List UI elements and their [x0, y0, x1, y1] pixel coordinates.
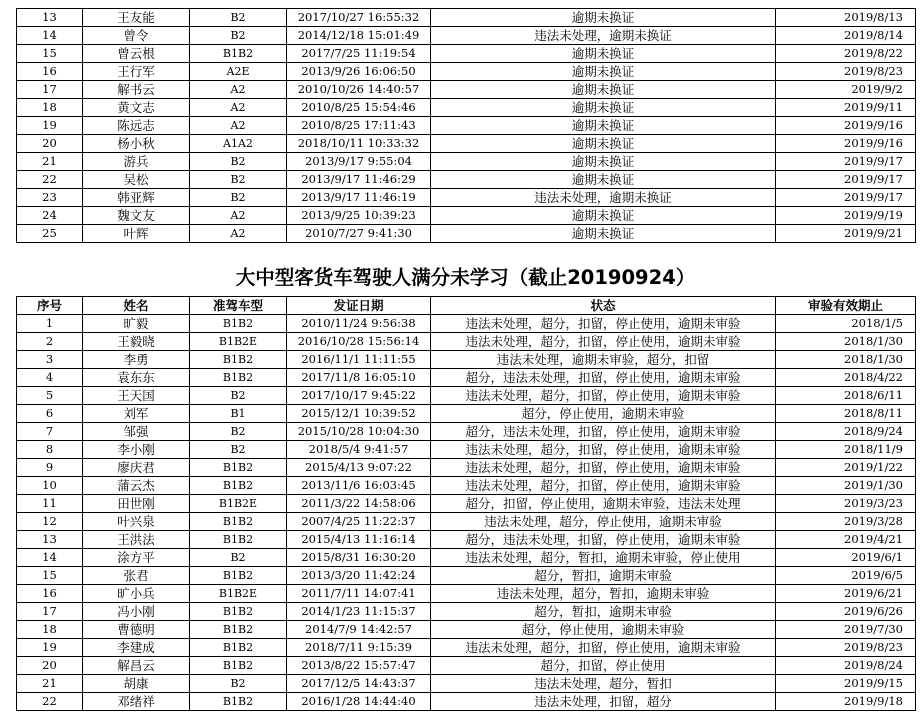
driver-name-cell: 吴松 [83, 171, 190, 189]
status-cell: 逾期未换证 [431, 45, 776, 63]
status-cell: 违法未处理，超分，扣留，停止使用，逾期未审验 [431, 333, 776, 351]
status-cell: 逾期未换证 [431, 117, 776, 135]
table-row [17, 333, 916, 351]
expiry-date-cell: 2019/8/14 [776, 27, 916, 45]
issue-date-cell: 2013/9/17 11:46:29 [287, 171, 431, 189]
status-cell: 违法未处理，超分，停止使用，逾期未审验 [431, 513, 776, 531]
license-type-cell: B1B2E [190, 333, 287, 351]
expiry-date-cell: 2018/4/22 [776, 369, 916, 387]
header-no: 序号 [17, 297, 83, 315]
expiry-date-cell: 2019/7/30 [776, 621, 916, 639]
table-row [17, 441, 916, 459]
status-cell: 超分，扣留，停止使用，逾期未审验，违法未处理 [431, 495, 776, 513]
issue-date-cell: 2010/8/25 17:11:43 [287, 117, 431, 135]
expiry-date-cell: 2019/6/5 [776, 567, 916, 585]
status-cell: 逾期未换证 [431, 153, 776, 171]
table-row [17, 117, 916, 135]
table-row [17, 513, 916, 531]
issue-date-cell: 2017/11/8 16:05:10 [287, 369, 431, 387]
issue-date-cell: 2014/7/9 14:42:57 [287, 621, 431, 639]
table-row [17, 171, 916, 189]
table-row [17, 477, 916, 495]
license-type-cell: B1B2 [190, 621, 287, 639]
expired-license-table [16, 8, 916, 243]
row-number-cell: 17 [17, 603, 83, 621]
table-row [17, 459, 916, 477]
expiry-date-cell: 2019/6/26 [776, 603, 916, 621]
row-number-cell: 22 [17, 171, 83, 189]
driver-name-cell: 田世刚 [83, 495, 190, 513]
header-status: 状态 [431, 297, 776, 315]
row-number-cell: 14 [17, 27, 83, 45]
expiry-date-cell: 2019/4/21 [776, 531, 916, 549]
issue-date-cell: 2010/8/25 15:54:46 [287, 99, 431, 117]
table-row [17, 27, 916, 45]
license-type-cell: A2 [190, 99, 287, 117]
status-cell: 违法未处理，逾期未审验，超分，扣留 [431, 351, 776, 369]
expiry-date-cell: 2019/9/21 [776, 225, 916, 243]
expiry-date-cell: 2019/9/15 [776, 675, 916, 693]
issue-date-cell: 2018/7/11 9:15:39 [287, 639, 431, 657]
expiry-date-cell: 2018/8/11 [776, 405, 916, 423]
status-cell: 违法未处理，超分，扣留，停止使用，逾期未审验 [431, 459, 776, 477]
row-number-cell: 2 [17, 333, 83, 351]
row-number-cell: 15 [17, 45, 83, 63]
driver-name-cell: 叶兴泉 [83, 513, 190, 531]
table-row [17, 45, 916, 63]
row-number-cell: 9 [17, 459, 83, 477]
issue-date-cell: 2013/9/17 11:46:19 [287, 189, 431, 207]
status-cell: 违法未处理，超分，暂扣，逾期未审验，停止使用 [431, 549, 776, 567]
table-row [17, 405, 916, 423]
issue-date-cell: 2011/7/11 14:07:41 [287, 585, 431, 603]
status-cell: 超分，停止使用，逾期未审验 [431, 621, 776, 639]
issue-date-cell: 2017/12/5 14:43:37 [287, 675, 431, 693]
status-cell: 逾期未换证 [431, 81, 776, 99]
status-cell: 违法未处理，超分，扣留，停止使用，逾期未审验 [431, 639, 776, 657]
row-number-cell: 4 [17, 369, 83, 387]
driver-name-cell: 邹强 [83, 423, 190, 441]
issue-date-cell: 2017/10/27 16:55:32 [287, 9, 431, 27]
issue-date-cell: 2017/10/17 9:45:22 [287, 387, 431, 405]
driver-name-cell: 解昌云 [83, 657, 190, 675]
header-license-type: 准驾车型 [190, 297, 287, 315]
issue-date-cell: 2010/10/26 14:40:57 [287, 81, 431, 99]
status-cell: 逾期未换证 [431, 171, 776, 189]
section-title: 大中型客货车驾驶人满分未学习（截止20190924） [235, 266, 696, 289]
status-cell: 超分，违法未处理，扣留，停止使用，逾期未审验 [431, 423, 776, 441]
driver-name-cell: 涂方平 [83, 549, 190, 567]
status-cell: 逾期未换证 [431, 9, 776, 27]
table-row [17, 495, 916, 513]
status-cell: 逾期未换证 [431, 99, 776, 117]
driver-name-cell: 张君 [83, 567, 190, 585]
table-row [17, 657, 916, 675]
driver-name-cell: 蒲云杰 [83, 477, 190, 495]
issue-date-cell: 2007/4/25 11:22:37 [287, 513, 431, 531]
driver-name-cell: 王友能 [83, 9, 190, 27]
table-row [17, 585, 916, 603]
driver-name-cell: 韩亚辉 [83, 189, 190, 207]
expiry-date-cell: 2019/8/24 [776, 657, 916, 675]
row-number-cell: 11 [17, 495, 83, 513]
status-cell: 逾期未换证 [431, 135, 776, 153]
issue-date-cell: 2014/12/18 15:01:49 [287, 27, 431, 45]
header-issue-date: 发证日期 [287, 297, 431, 315]
driver-name-cell: 李建成 [83, 639, 190, 657]
expiry-date-cell: 2019/9/2 [776, 81, 916, 99]
row-number-cell: 5 [17, 387, 83, 405]
issue-date-cell: 2016/11/1 11:11:55 [287, 351, 431, 369]
license-type-cell: A2 [190, 207, 287, 225]
status-cell: 超分，暂扣，逾期未审验 [431, 567, 776, 585]
table-row [17, 639, 916, 657]
status-cell: 违法未处理，逾期未换证 [431, 189, 776, 207]
expiry-date-cell: 2018/1/30 [776, 333, 916, 351]
row-number-cell: 19 [17, 117, 83, 135]
driver-name-cell: 刘军 [83, 405, 190, 423]
full-points-table-body [17, 315, 916, 711]
status-cell: 超分，违法未处理，扣留，停止使用，逾期未审验 [431, 531, 776, 549]
driver-name-cell: 旷毅 [83, 315, 190, 333]
expiry-date-cell: 2019/8/23 [776, 63, 916, 81]
driver-name-cell: 解书云 [83, 81, 190, 99]
expiry-date-cell: 2019/8/23 [776, 639, 916, 657]
row-number-cell: 21 [17, 153, 83, 171]
driver-name-cell: 曾令 [83, 27, 190, 45]
expiry-date-cell: 2019/9/16 [776, 117, 916, 135]
license-type-cell: A2 [190, 225, 287, 243]
driver-name-cell: 袁东东 [83, 369, 190, 387]
row-number-cell: 1 [17, 315, 83, 333]
row-number-cell: 10 [17, 477, 83, 495]
driver-name-cell: 胡康 [83, 675, 190, 693]
expiry-date-cell: 2019/3/23 [776, 495, 916, 513]
expiry-date-cell: 2019/9/17 [776, 189, 916, 207]
driver-name-cell: 邓绪祥 [83, 693, 190, 711]
row-number-cell: 21 [17, 675, 83, 693]
status-cell: 违法未处理，超分，扣留，停止使用，逾期未审验 [431, 387, 776, 405]
issue-date-cell: 2018/10/11 10:33:32 [287, 135, 431, 153]
license-type-cell: B1B2 [190, 513, 287, 531]
issue-date-cell: 2013/11/6 16:03:45 [287, 477, 431, 495]
driver-name-cell: 曾云根 [83, 45, 190, 63]
license-type-cell: B1B2 [190, 351, 287, 369]
license-type-cell: B1B2 [190, 477, 287, 495]
issue-date-cell: 2013/8/22 15:57:47 [287, 657, 431, 675]
license-type-cell: B1B2 [190, 315, 287, 333]
license-type-cell: B2 [190, 549, 287, 567]
table-row [17, 693, 916, 711]
issue-date-cell: 2017/7/25 11:19:54 [287, 45, 431, 63]
driver-name-cell: 杨小秋 [83, 135, 190, 153]
license-type-cell: B1 [190, 405, 287, 423]
table-row [17, 531, 916, 549]
license-type-cell: B1B2 [190, 45, 287, 63]
issue-date-cell: 2013/9/25 10:39:23 [287, 207, 431, 225]
table-row [17, 351, 916, 369]
license-type-cell: B1B2 [190, 531, 287, 549]
row-number-cell: 20 [17, 135, 83, 153]
table-row [17, 153, 916, 171]
status-cell: 违法未处理，超分，扣留，停止使用，逾期未审验 [431, 315, 776, 333]
expiry-date-cell: 2019/8/13 [776, 9, 916, 27]
table-row [17, 603, 916, 621]
row-number-cell: 7 [17, 423, 83, 441]
row-number-cell: 6 [17, 405, 83, 423]
license-type-cell: A1A2 [190, 135, 287, 153]
table-row [17, 81, 916, 99]
driver-name-cell: 王行军 [83, 63, 190, 81]
driver-name-cell: 王毅晓 [83, 333, 190, 351]
expiry-date-cell: 2018/11/9 [776, 441, 916, 459]
row-number-cell: 12 [17, 513, 83, 531]
status-cell: 违法未处理，超分，暂扣 [431, 675, 776, 693]
expiry-date-cell: 2019/6/1 [776, 549, 916, 567]
row-number-cell: 8 [17, 441, 83, 459]
driver-name-cell: 旷小兵 [83, 585, 190, 603]
expiry-date-cell: 2019/9/17 [776, 171, 916, 189]
status-cell: 违法未处理，逾期未换证 [431, 27, 776, 45]
status-cell: 超分，扣留，停止使用 [431, 657, 776, 675]
table-row [17, 63, 916, 81]
driver-name-cell: 廖庆君 [83, 459, 190, 477]
table-row [17, 387, 916, 405]
row-number-cell: 16 [17, 585, 83, 603]
issue-date-cell: 2013/9/26 16:06:50 [287, 63, 431, 81]
issue-date-cell: 2013/9/17 9:55:04 [287, 153, 431, 171]
status-cell: 逾期未换证 [431, 225, 776, 243]
driver-name-cell: 李勇 [83, 351, 190, 369]
expiry-date-cell: 2019/9/19 [776, 207, 916, 225]
license-type-cell: B2 [190, 171, 287, 189]
row-number-cell: 20 [17, 657, 83, 675]
issue-date-cell: 2011/3/22 14:58:06 [287, 495, 431, 513]
expiry-date-cell: 2018/1/30 [776, 351, 916, 369]
table-row [17, 135, 916, 153]
license-type-cell: B1B2 [190, 567, 287, 585]
expiry-date-cell: 2019/1/22 [776, 459, 916, 477]
expiry-date-cell: 2018/9/24 [776, 423, 916, 441]
driver-name-cell: 王洪法 [83, 531, 190, 549]
table-row [17, 189, 916, 207]
table-row [17, 369, 916, 387]
row-number-cell: 13 [17, 531, 83, 549]
status-cell: 违法未处理，扣留，超分 [431, 693, 776, 711]
table-row [17, 621, 916, 639]
license-type-cell: A2 [190, 81, 287, 99]
license-type-cell: B1B2 [190, 459, 287, 477]
expiry-date-cell: 2019/1/30 [776, 477, 916, 495]
license-type-cell: B2 [190, 423, 287, 441]
table-row [17, 423, 916, 441]
issue-date-cell: 2015/10/28 10:04:30 [287, 423, 431, 441]
issue-date-cell: 2010/11/24 9:56:38 [287, 315, 431, 333]
license-type-cell: A2E [190, 63, 287, 81]
license-type-cell: B2 [190, 153, 287, 171]
status-cell: 超分，停止使用，逾期未审验 [431, 405, 776, 423]
expiry-date-cell: 2019/3/28 [776, 513, 916, 531]
status-cell: 违法未处理，超分，扣留，停止使用，逾期未审验 [431, 477, 776, 495]
issue-date-cell: 2015/12/1 10:39:52 [287, 405, 431, 423]
driver-name-cell: 曹德明 [83, 621, 190, 639]
row-number-cell: 22 [17, 693, 83, 711]
row-number-cell: 19 [17, 639, 83, 657]
status-cell: 违法未处理，超分，扣留，停止使用，逾期未审验 [431, 441, 776, 459]
table-row [17, 9, 916, 27]
license-type-cell: B1B2 [190, 603, 287, 621]
license-type-cell: B2 [190, 27, 287, 45]
issue-date-cell: 2015/4/13 11:16:14 [287, 531, 431, 549]
header-expiry: 审验有效期止 [776, 297, 916, 315]
expiry-date-cell: 2018/1/5 [776, 315, 916, 333]
license-type-cell: B2 [190, 441, 287, 459]
table-row [17, 99, 916, 117]
license-type-cell: B1B2 [190, 693, 287, 711]
expired-license-table-body [17, 9, 916, 243]
row-number-cell: 15 [17, 567, 83, 585]
expiry-date-cell: 2019/9/11 [776, 99, 916, 117]
driver-name-cell: 陈远志 [83, 117, 190, 135]
issue-date-cell: 2013/3/20 11:42:24 [287, 567, 431, 585]
driver-name-cell: 黄文志 [83, 99, 190, 117]
license-type-cell: B2 [190, 675, 287, 693]
license-type-cell: B2 [190, 189, 287, 207]
license-type-cell: B1B2 [190, 657, 287, 675]
expiry-date-cell: 2018/6/11 [776, 387, 916, 405]
driver-name-cell: 冯小刚 [83, 603, 190, 621]
license-type-cell: B1B2E [190, 585, 287, 603]
status-cell: 超分，违法未处理，扣留，停止使用，逾期未审验 [431, 369, 776, 387]
table-row [17, 549, 916, 567]
row-number-cell: 23 [17, 189, 83, 207]
issue-date-cell: 2010/7/27 9:41:30 [287, 225, 431, 243]
table-header-row [17, 297, 916, 315]
row-number-cell: 18 [17, 621, 83, 639]
issue-date-cell: 2015/8/31 16:30:20 [287, 549, 431, 567]
row-number-cell: 3 [17, 351, 83, 369]
row-number-cell: 17 [17, 81, 83, 99]
table-row [17, 225, 916, 243]
table-row [17, 567, 916, 585]
issue-date-cell: 2016/1/28 14:44:40 [287, 693, 431, 711]
row-number-cell: 16 [17, 63, 83, 81]
issue-date-cell: 2015/4/13 9:07:22 [287, 459, 431, 477]
issue-date-cell: 2014/1/23 11:15:37 [287, 603, 431, 621]
issue-date-cell: 2018/5/4 9:41:57 [287, 441, 431, 459]
driver-name-cell: 魏文友 [83, 207, 190, 225]
license-type-cell: B1B2 [190, 639, 287, 657]
expiry-date-cell: 2019/9/18 [776, 693, 916, 711]
issue-date-cell: 2016/10/28 15:56:14 [287, 333, 431, 351]
row-number-cell: 13 [17, 9, 83, 27]
table-row [17, 207, 916, 225]
license-type-cell: B1B2E [190, 495, 287, 513]
row-number-cell: 24 [17, 207, 83, 225]
status-cell: 超分，暂扣，逾期未审验 [431, 603, 776, 621]
full-points-table [16, 296, 916, 711]
driver-name-cell: 李小刚 [83, 441, 190, 459]
status-cell: 逾期未换证 [431, 63, 776, 81]
header-name: 姓名 [83, 297, 190, 315]
license-type-cell: B2 [190, 387, 287, 405]
license-type-cell: A2 [190, 117, 287, 135]
table-row [17, 675, 916, 693]
row-number-cell: 14 [17, 549, 83, 567]
expiry-date-cell: 2019/9/17 [776, 153, 916, 171]
status-cell: 逾期未换证 [431, 207, 776, 225]
table-row [17, 315, 916, 333]
expiry-date-cell: 2019/6/21 [776, 585, 916, 603]
expiry-date-cell: 2019/9/16 [776, 135, 916, 153]
driver-name-cell: 游兵 [83, 153, 190, 171]
driver-name-cell: 王天国 [83, 387, 190, 405]
license-type-cell: B1B2 [190, 369, 287, 387]
row-number-cell: 18 [17, 99, 83, 117]
status-cell: 违法未处理，超分，暂扣，逾期未审验 [431, 585, 776, 603]
driver-name-cell: 叶辉 [83, 225, 190, 243]
license-type-cell: B2 [190, 9, 287, 27]
row-number-cell: 25 [17, 225, 83, 243]
expiry-date-cell: 2019/8/22 [776, 45, 916, 63]
